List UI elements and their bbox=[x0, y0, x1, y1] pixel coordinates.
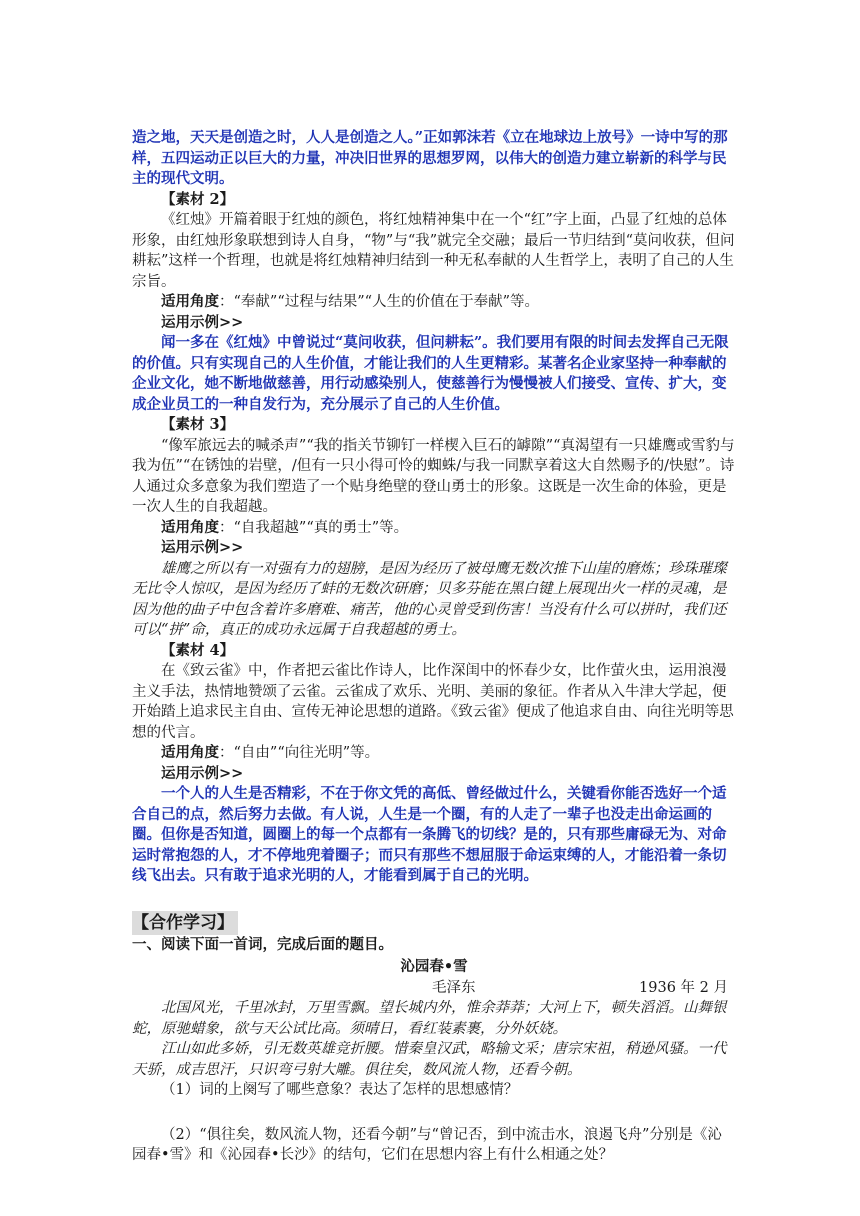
poem-author: 毛泽东 bbox=[432, 979, 476, 996]
material-body: “像军旅远去的喊杀声”“我的指关节铆钉一样楔入巨石的罅隙”“真渴望有一只雄鹰或雪豹与我为伍”“在锈蚀的岩壁，/但有一只小得可怜的蜘蛛/与我一同默享着这大自然赐予的/快慰”。诗人通过众多意象为我们塑造了一个贴身绝壁的登山勇士的形象。这既是一次生命的体验，更是一次人生的自我超越。 bbox=[132, 437, 735, 515]
answer-space bbox=[132, 1101, 736, 1125]
poem-stanza: 江山如此多娇，引无数英雄竞折腰。惜秦皇汉武，略输文采；唐宗宋祖，稍逊风骚。一代天骄，成吉思汗，只识弯弓射大雕。俱往矣，数风流人物，还看今朝。 bbox=[132, 1041, 727, 1078]
material-heading: 【素材 4】 bbox=[161, 641, 235, 659]
material-heading: 【素材 3】 bbox=[161, 416, 235, 433]
example-label: 运用示例>> bbox=[161, 313, 244, 331]
section-title: 【合作学习】 bbox=[132, 911, 238, 935]
intro-paragraph: 造之地，天天是创造之时，人人是创造之人。”正如郭沫若《立在地球边上放号》一诗中写的那样，五四运动正以巨大的力量，冲决旧世界的思想罗网，以伟大的创造力建立崭新的科学与民主的现代文明。 bbox=[132, 129, 728, 187]
poem-date: 1936 年 2 月 bbox=[639, 979, 728, 996]
poem-title: 沁园春•雪 bbox=[400, 958, 468, 975]
poem-stanza: 北国风光，千里冰封，万里雪飘。望长城内外，惟余莽莽；大河上下，顿失滔滔。山舞银蛇，原驰蜡象，欲与天公试比高。须晴日，看红装素裹，分外妖娆。 bbox=[132, 1000, 727, 1037]
material-heading: 【素材 2】 bbox=[161, 190, 235, 208]
material-body: 《红烛》开篇着眼于红烛的颜色，将红烛精神集中在一个“红”字上面，凸显了红烛的总体形象，由红烛形象联想到诗人自身，“物”与“我”就完全交融；最后一节归结到“莫问收获，但问耕耘”这样一个哲理，也就是将红烛精神归结到一种无私奉献的人生哲学上，表明了自己的人生宗旨。 bbox=[132, 212, 735, 290]
example-label: 运用示例>> bbox=[161, 764, 244, 782]
document-page bbox=[132, 128, 736, 1166]
poem-author-line bbox=[132, 978, 736, 999]
angle-text: ：“自由”“向往光明”等。 bbox=[219, 745, 380, 761]
example-text: 雄鹰之所以有一对强有力的翅膀，是因为经历了被母鹰无数次推下山崖的磨炼；珍珠璀璨无比令人惊叹，是因为经历了蚌的无数次研磨；贝多芬能在黑白键上展现出火一样的灵魂，是因为他的曲子中包含着许多磨难、痛苦，他的心灵曾受到伤害！当没有什么可以拼时，我们还可以“拼”命，真正的成功永远属于自我超越的勇士。 bbox=[132, 560, 727, 638]
angle-label: 适用角度 bbox=[161, 293, 219, 310]
angle-text: ：“自我超越”“真的勇士”等。 bbox=[219, 519, 409, 536]
question-title: 一、阅读下面一首词，完成后面的题目。 bbox=[132, 935, 393, 953]
example-text: 一个人的人生是否精彩，不在于你文凭的高低、曾经做过什么，关键看你能否选好一个适合自己的点，然后努力去做。有人说，人生是一个圈，有的人走了一辈子也没走出命运画的圈。但你是否知道，圆圈上的每一个点都有一条腾飞的切线？是的，只有那些庸碌无为、对命运时常抱怨的人，才不停地兜着圈子；而只有那些不想屈服于命运束缚的人，才能沿着一条切线飞出去。只有敢于追求光明的人，才能看到属于自己的光明。 bbox=[132, 785, 727, 884]
spacer bbox=[132, 887, 736, 911]
material-body: 在《致云雀》中，作者把云雀比作诗人，比作深闺中的怀春少女，比作萤火虫，运用浪漫主义手法，热情地赞颂了云雀。云雀成了欢乐、光明、美丽的象征。作者从入牛津大学起，便开始踏上追求民主自由、宣传无神论思想的道路。《致云雀》便成了他追求自由、向往光明等思想的代言。 bbox=[132, 663, 734, 741]
applicable-angle bbox=[132, 518, 736, 539]
applicable-angle bbox=[132, 292, 736, 313]
angle-label: 适用角度 bbox=[161, 744, 219, 761]
question-item: （1）词的上阕写了哪些意象？表达了怎样的思想感情？ bbox=[161, 1082, 519, 1098]
applicable-angle bbox=[132, 743, 736, 764]
example-label: 运用示例>> bbox=[161, 539, 244, 556]
angle-label: 适用角度 bbox=[161, 518, 219, 536]
angle-text: ：“奉献”“过程与结果”“人生的价值在于奉献”等。 bbox=[219, 294, 539, 310]
question-item: （2）“俱往矣，数风流人物，还看今朝”与“曾记否，到中流击水，浪遏飞舟”分别是《沁园春•雪》和《沁园春•长沙》的结句，它们在思想内容上有什么相通之处？ bbox=[132, 1126, 722, 1163]
example-text: 闻一多在《红烛》中曾说过“莫问收获，但问耕耘”。我们要用有限的时间去发挥自己无限的价值。只有实现自己的人生价值，才能让我们的人生更精彩。某著名企业家坚持一种奉献的企业文化，她不断地做慈善，用行动感染别人，使慈善行为慢慢被人们接受、宣传、扩大，变成企业员工的一种自发行为，充分展示了自己的人生价值。 bbox=[132, 334, 729, 413]
